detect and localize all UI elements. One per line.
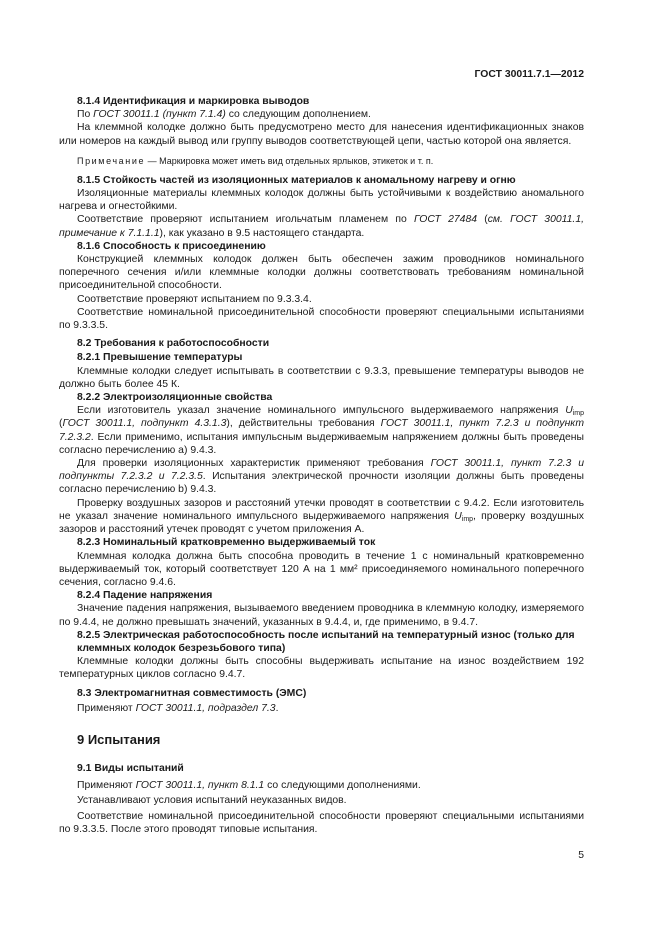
paragraph-text: ( bbox=[477, 214, 488, 226]
document-body bbox=[59, 95, 584, 836]
body-paragraph bbox=[59, 550, 584, 590]
page-number: 5 bbox=[578, 850, 584, 861]
paragraph-text: Соответствие номинальной присоединительной способности проверяют специальными испытаниями по 9.3.3.5. После этого проводят типовые испытания. bbox=[59, 810, 584, 835]
standard-header: ГОСТ 30011.7.1—2012 bbox=[474, 69, 584, 80]
body-paragraph bbox=[59, 602, 584, 628]
subscript-text: imp bbox=[461, 515, 474, 523]
reference-text: см. ГОСТ 30011.1, примечание к 7.1.1.1 bbox=[59, 214, 584, 239]
reference-text: ГОСТ 30011.1, пункт 7.2.3 и подпункты 7.2.3.2 и 7.2.3.5 bbox=[59, 458, 584, 483]
body-paragraph bbox=[59, 457, 584, 497]
paragraph-text: Изоляционные материалы клеммных колодок должны быть устойчивыми к воздействию аномального нагрева и огнестойкими. bbox=[59, 188, 584, 213]
clause-heading: 8.2.3 Номинальный кратковременно выдерживаемый ток bbox=[77, 537, 376, 549]
body-paragraph bbox=[59, 655, 584, 681]
paragraph-text: . Испытания электрической прочности изоляции должны быть проведены согласно перечислению b) 9.4.3. bbox=[59, 471, 584, 496]
paragraph-text: Конструкцией клеммных колодок должен быть обеспечен зажим проводников номинального поперечного сечения и/или клеммные колодки должны соответствовать требованиям номинальной присоединительной способности. bbox=[59, 254, 584, 292]
reference-text: ГОСТ 30011.1, пункт 8.1.1 bbox=[135, 780, 265, 792]
paragraph-text: По bbox=[77, 109, 94, 121]
body-paragraph bbox=[59, 365, 584, 391]
paragraph-text: Соответствие проверяют испытанием игольчатым пламенем по bbox=[77, 214, 414, 226]
paragraph-text: . bbox=[275, 702, 279, 714]
paragraph-text: Значение падения напряжения, вызываемого введением проводника в клеммную колодку, измеряемого по 9.4.4, не должно превышать значений, указанных в 9.4.4, и, где применимо, в 9.4.7. bbox=[59, 603, 584, 628]
paragraph-text: Для проверки изоляционных характеристик применяют требования bbox=[77, 458, 431, 470]
note-text: — Маркировка может иметь вид отдельных ярлыков, этикеток и т. п. bbox=[145, 155, 434, 166]
paragraph-text: Соответствие номинальной присоединительной способности проверяют специальными испытаниями по 9.3.3.5. bbox=[59, 306, 584, 332]
paragraph-text: . Если применимо, испытания импульсным выдерживаемым напряжением должны быть проведены согласно перечислению а) 9.4.3. bbox=[59, 431, 584, 456]
body-paragraph bbox=[59, 779, 584, 792]
section-heading: 9 Испытания bbox=[77, 731, 161, 747]
paragraph-text: Клеммные колодки следует испытывать в соответствии с 9.3.3, превышение температуры выводов не должно быть более 45 К. bbox=[59, 365, 584, 390]
body-paragraph bbox=[59, 306, 584, 332]
body-paragraph bbox=[59, 213, 584, 239]
paragraph-text: Соответствие проверяют испытанием по 9.3.3.4. bbox=[77, 293, 312, 305]
paragraph-text: ( bbox=[59, 418, 63, 430]
paragraph-text: ), как указано в 9.5 настоящего стандарта. bbox=[159, 227, 365, 239]
paragraph-text: Применяют bbox=[77, 780, 136, 792]
body-paragraph bbox=[59, 404, 584, 457]
reference-text: ГОСТ 30011.1 (пункт 7.1.4) bbox=[93, 109, 226, 121]
paragraph-text: Устанавливают условия испытаний неуказанных видов. bbox=[77, 795, 347, 807]
paragraph-text: со следующими дополнениями. bbox=[264, 780, 421, 792]
body-paragraph bbox=[59, 794, 584, 807]
note-paragraph bbox=[59, 155, 584, 167]
clause-heading: 8.2 Требования к работоспособности bbox=[77, 338, 270, 350]
paragraph-text: Применяют bbox=[77, 702, 136, 714]
paragraph-text: Клеммные колодки должны быть способны выдерживать испытание на износ воздействием 192 температурных циклов согласно 9.4.7. bbox=[59, 656, 584, 681]
paragraph-text: Если изготовитель указал значение номинального импульсного выдерживаемого напряжения bbox=[77, 405, 566, 417]
clause-heading: 8.1.4 Идентификация и маркировка выводов bbox=[77, 96, 310, 107]
clause-heading: 8.1.5 Стойкость частей из изоляционных материалов к аномальному нагреву и огню bbox=[77, 174, 516, 186]
clause-heading: 8.2.1 Превышение температуры bbox=[77, 352, 243, 364]
clause-heading: 8.2.4 Падение напряжения bbox=[77, 590, 213, 602]
paragraph-text: Клеммная колодка должна быть способна проводить в течение 1 с номинальный кратковременно выдерживаемый ток, который соответствует 120 А на 1 мм² присоединяемого номинального поперечного сечения, согласно 9.4.6. bbox=[59, 550, 584, 588]
body-paragraph bbox=[59, 810, 584, 836]
subscript-text: imp bbox=[572, 410, 584, 418]
clause-heading: 8.2.2 Электроизоляционные свойства bbox=[77, 392, 273, 404]
reference-text: ГОСТ 30011.1, подраздел 7.3 bbox=[135, 702, 276, 714]
paragraph-text: со следующим дополнением. bbox=[225, 109, 371, 121]
body-paragraph bbox=[59, 121, 584, 147]
reference-text: U bbox=[454, 510, 462, 522]
clause-heading: 8.3 Электромагнитная совместимость (ЭМС) bbox=[77, 687, 307, 699]
clause-heading: 9.1 Виды испытаний bbox=[77, 762, 184, 774]
body-paragraph bbox=[59, 497, 584, 537]
body-paragraph bbox=[59, 702, 584, 715]
clause-heading: 8.2.5 Электрическая работоспособность после испытаний на температурный износ (только для клеммных колодок безрезьбового типа) bbox=[77, 629, 575, 654]
paragraph-text: ), действительны требования bbox=[226, 418, 381, 430]
reference-text: ГОСТ 30011.1, пункт 7.2.3 и подпункт 7.2.3.2 bbox=[59, 418, 584, 443]
paragraph-text: , проверку воздушных зазоров и расстояний утечек проводят с учетом приложения А. bbox=[59, 510, 584, 536]
body-paragraph bbox=[59, 253, 584, 293]
paragraph-text: Проверку воздушных зазоров и расстояний утечки проводят в соответствии с 9.4.2. Если изготовитель не указал значение номинального импульсного выдерживаемого напряжения bbox=[59, 497, 584, 522]
note-label: Примечание bbox=[77, 155, 146, 166]
reference-text: ГОСТ 30011.1, подпункт 4.3.1.3 bbox=[62, 418, 227, 430]
reference-text: ГОСТ 27484 bbox=[414, 214, 478, 226]
reference-text: U bbox=[565, 405, 573, 417]
body-paragraph bbox=[59, 293, 584, 306]
clause-heading: 8.1.6 Способность к присоединению bbox=[77, 240, 266, 252]
body-paragraph bbox=[59, 187, 584, 213]
paragraph-text: На клеммной колодке должно быть предусмотрено место для нанесения идентификационных знаков или номеров на каждый вывод или группу выводов соответствующей цепи, частью которой она является. bbox=[59, 122, 584, 147]
body-paragraph bbox=[59, 108, 584, 121]
